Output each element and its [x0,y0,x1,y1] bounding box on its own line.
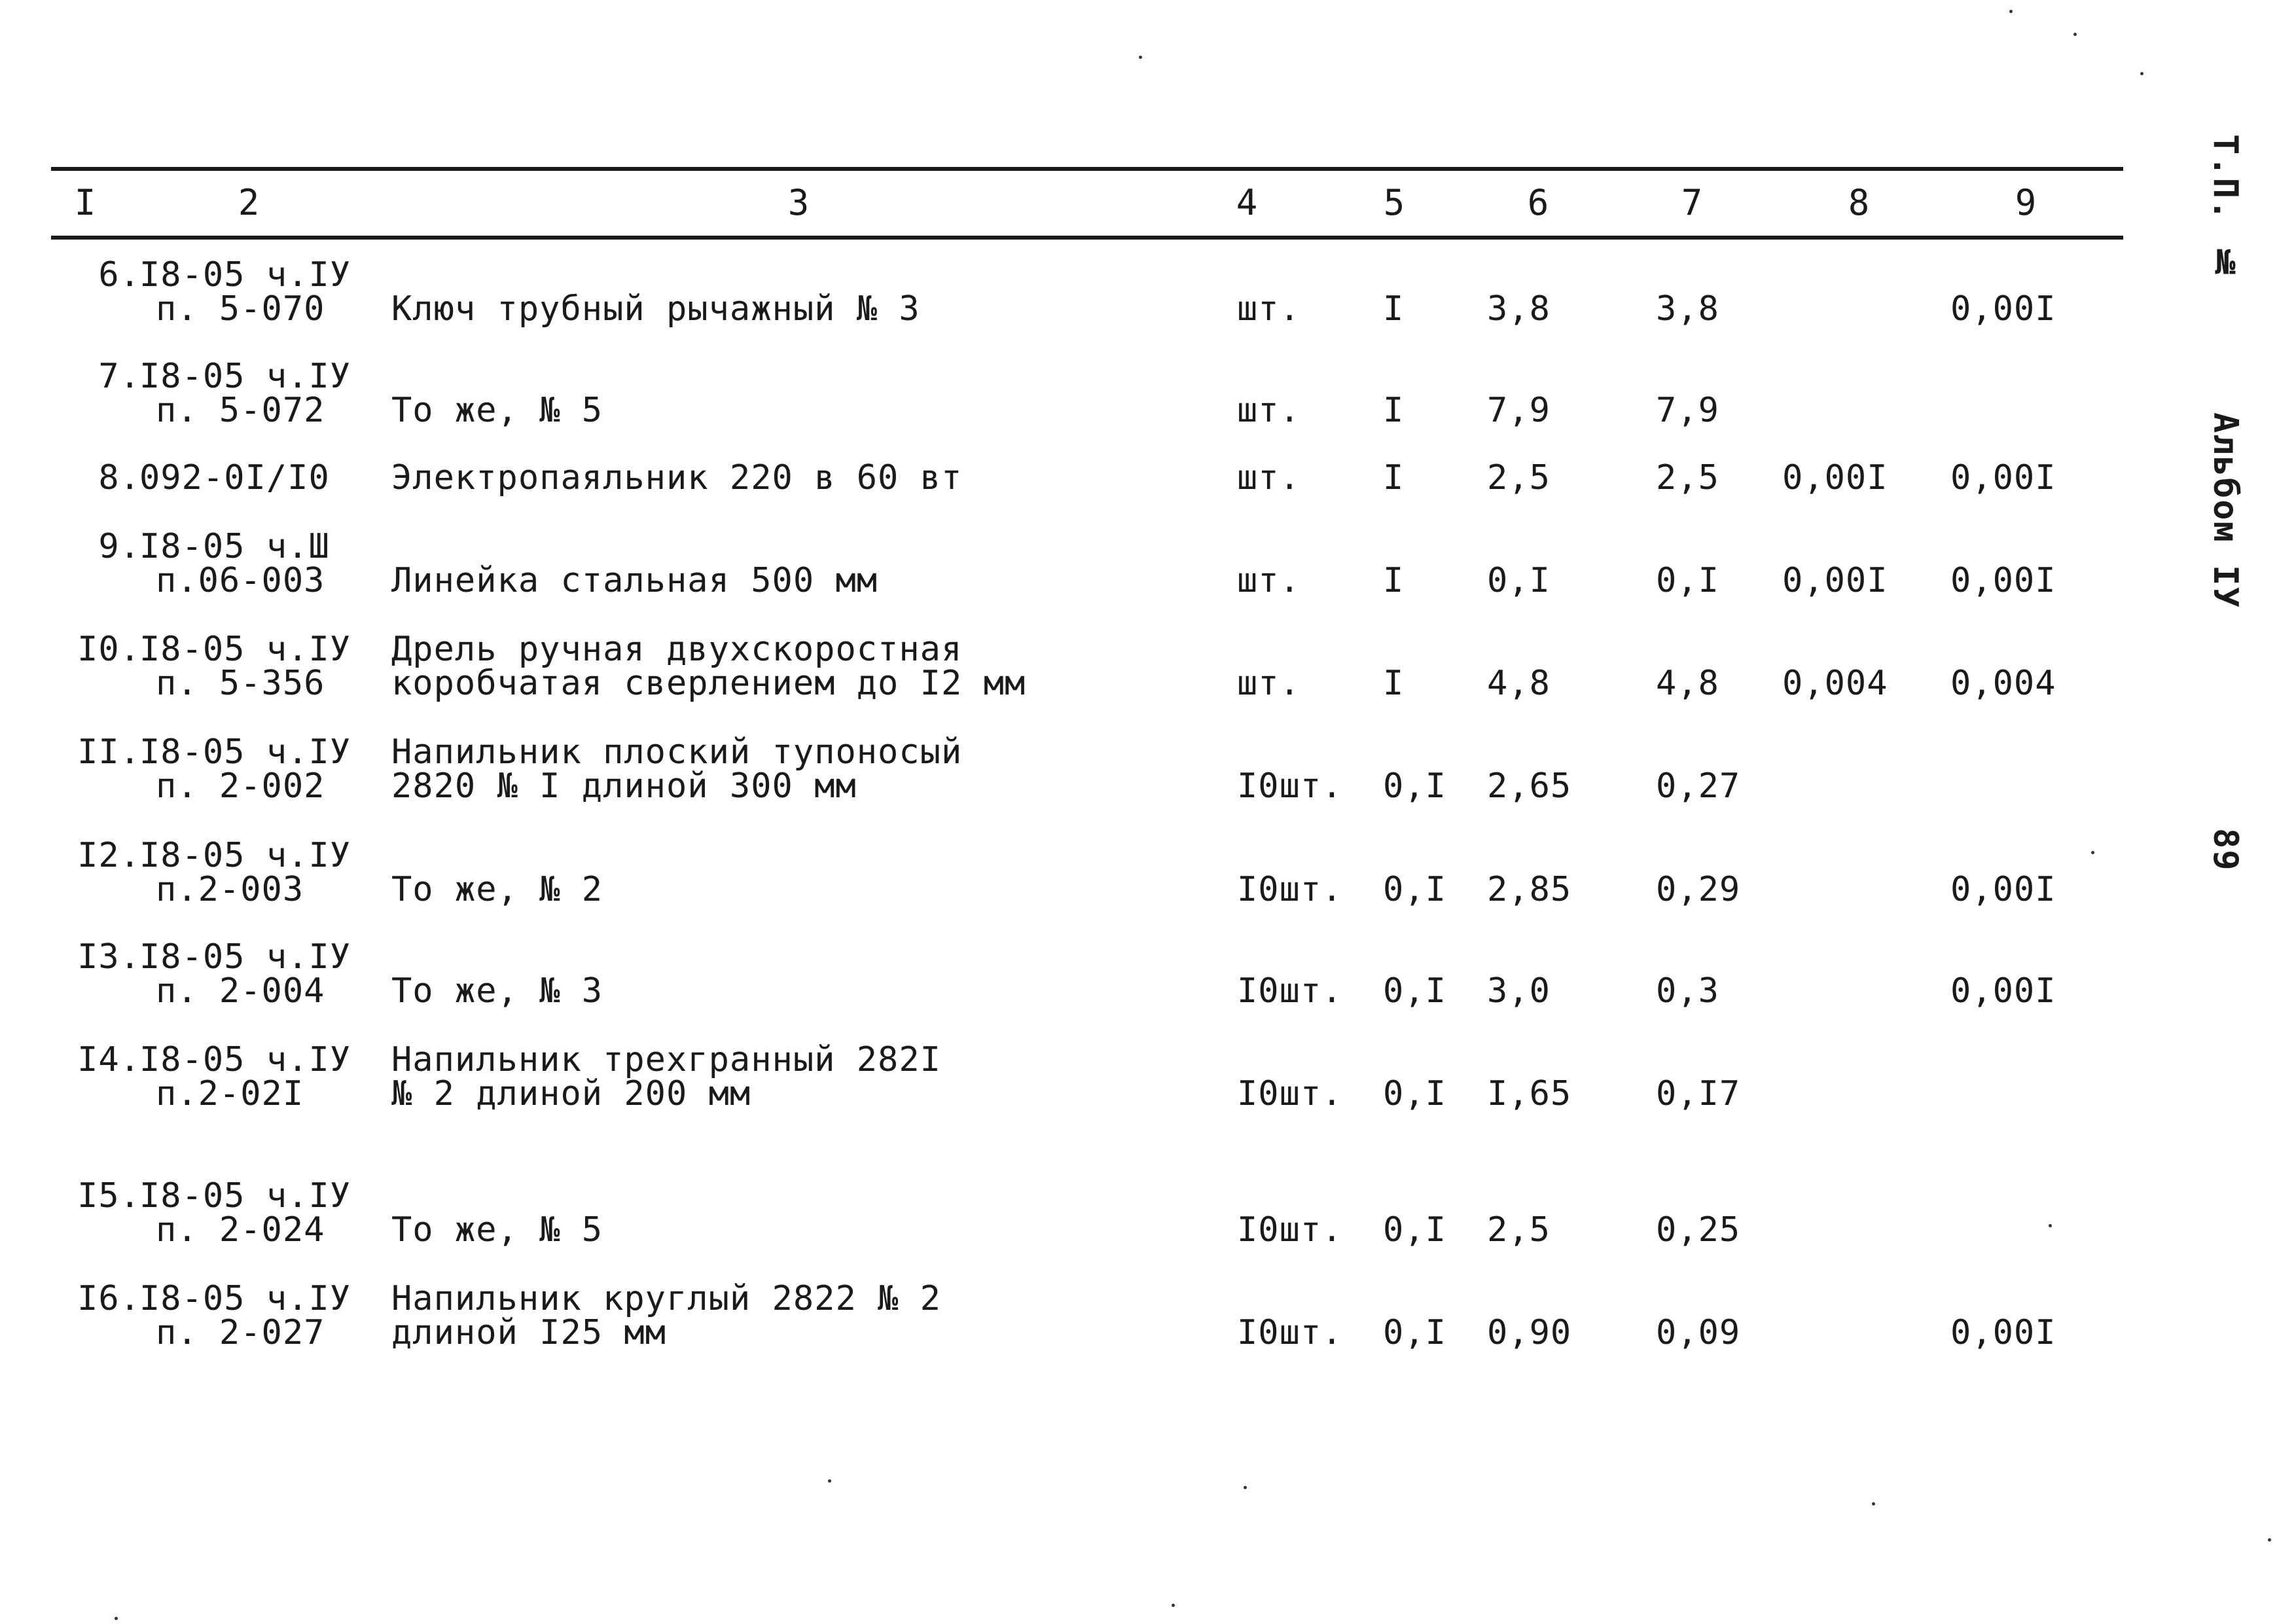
side-project-code: Т.П. № [2206,134,2245,284]
column-7-cell: 0,09 [1656,1313,1741,1352]
row-number: 6. [98,255,141,295]
scan-speck [1244,1486,1247,1489]
column-8-cell: 0,00I [1782,561,1888,600]
item-name: То же, № 5 [391,1210,603,1250]
scan-speck [1172,1604,1175,1607]
row-number: 8. [98,458,141,497]
quantity-cell: I [1383,561,1405,600]
norm-code: I8-05 ч.IУ [139,357,351,396]
side-page-number: 89 [2206,828,2245,872]
item-name: То же, № 2 [391,870,603,909]
table-header-rule [51,236,2123,240]
quantity-cell: 0,I [1383,1313,1446,1352]
column-8-cell: 0,004 [1782,664,1888,703]
quantity-cell: 0,I [1383,1210,1446,1250]
unit-cell: I0шт. [1237,767,1343,806]
column-9-cell: 0,00I [1950,1313,2056,1352]
scan-speck [1872,1502,1875,1506]
item-name: Напильник трехгранный 282I [391,1040,941,1079]
unit-cell: шт. [1237,664,1300,703]
scan-speck [828,1479,831,1483]
row-number: I0. [77,630,141,669]
row-number: 7. [98,357,141,396]
unit-cell: шт. [1237,391,1300,430]
column-7-cell: 0,I [1656,561,1719,600]
column-6-cell: 0,90 [1487,1313,1572,1352]
column-8-cell: 0,00I [1782,458,1888,497]
column-6-cell: 2,85 [1487,870,1572,909]
quantity-cell: I [1383,458,1405,497]
column-header-2: 2 [238,182,260,223]
item-name: Ключ трубный рычажный № 3 [391,289,920,329]
norm-code: 092-0I/I0 [139,458,330,497]
norm-item: п. 2-002 [156,767,325,806]
column-header-7: 7 [1681,182,1703,223]
norm-item: п.2-003 [156,870,304,909]
norm-item: п. 2-027 [156,1313,325,1352]
norm-code: I8-05 ч.Ш [139,527,330,566]
row-number: I4. [77,1040,141,1079]
norm-code: I8-05 ч.IУ [139,255,351,295]
column-6-cell: 3,0 [1487,971,1551,1011]
quantity-cell: I [1383,289,1405,329]
column-6-cell: 7,9 [1487,391,1551,430]
column-6-cell: 2,65 [1487,767,1572,806]
unit-cell: I0шт. [1237,870,1343,909]
norm-code: I8-05 ч.IУ [139,1176,351,1216]
norm-item: п. 5-072 [156,391,325,430]
item-name: Линейка стальная 500 мм [391,561,878,600]
row-number: I3. [77,937,141,977]
row-number: I2. [77,836,141,875]
column-7-cell: 0,27 [1656,767,1741,806]
item-name: То же, № 3 [391,971,603,1011]
norm-code: I8-05 ч.IУ [139,1040,351,1079]
norm-item: п. 5-356 [156,664,325,703]
norm-item: п. 5-070 [156,289,325,329]
column-9-cell: 0,00I [1950,971,2056,1011]
column-9-cell: 0,004 [1950,664,2056,703]
quantity-cell: 0,I [1383,767,1446,806]
norm-item: п.2-02I [156,1074,304,1113]
row-number: II. [77,732,141,772]
column-header-4: 4 [1236,182,1258,223]
norm-code: I8-05 ч.IУ [139,732,351,772]
item-name: Напильник круглый 2822 № 2 [391,1279,941,1318]
norm-code: I8-05 ч.IУ [139,836,351,875]
item-name: Напильник плоский тупоносый [391,732,963,772]
scan-speck [2009,10,2013,13]
column-header-5: 5 [1383,182,1405,223]
column-6-cell: 4,8 [1487,664,1551,703]
column-7-cell: 0,25 [1656,1210,1741,1250]
item-name: То же, № 5 [391,391,603,430]
unit-cell: I0шт. [1237,1313,1343,1352]
quantity-cell: I [1383,664,1405,703]
unit-cell: I0шт. [1237,1074,1343,1113]
item-name-continued: 2820 № I длиной 300 мм [391,767,857,806]
scan-speck [2140,72,2144,75]
norm-code: I8-05 ч.IУ [139,1279,351,1318]
column-header-3: 3 [787,182,810,223]
item-name: Дрель ручная двухскоростная [391,630,963,669]
unit-cell: шт. [1237,561,1300,600]
scan-speck [115,1617,118,1620]
column-7-cell: 4,8 [1656,664,1719,703]
column-7-cell: 7,9 [1656,391,1719,430]
row-number: I5. [77,1176,141,1216]
scan-speck [1139,56,1142,59]
quantity-cell: 0,I [1383,1074,1446,1113]
column-6-cell: 2,5 [1487,1210,1551,1250]
norm-item: п.06-003 [156,561,325,600]
row-number: I6. [77,1279,141,1318]
column-6-cell: 3,8 [1487,289,1551,329]
item-name: Электропаяльник 220 в 60 вт [391,458,963,497]
column-header-8: 8 [1848,182,1870,223]
unit-cell: I0шт. [1237,1210,1343,1250]
norm-code: I8-05 ч.IУ [139,630,351,669]
column-7-cell: 3,8 [1656,289,1719,329]
column-6-cell: 0,I [1487,561,1551,600]
unit-cell: шт. [1237,289,1300,329]
scan-speck [2268,1538,2271,1542]
unit-cell: шт. [1237,458,1300,497]
item-name-continued: длиной I25 мм [391,1313,666,1352]
column-header-1: I [74,182,96,223]
item-name-continued: коробчатая сверлением до I2 мм [391,664,1026,703]
column-6-cell: I,65 [1487,1074,1572,1113]
column-9-cell: 0,00I [1950,870,2056,909]
column-6-cell: 2,5 [1487,458,1551,497]
column-header-6: 6 [1527,182,1549,223]
norm-code: I8-05 ч.IУ [139,937,351,977]
quantity-cell: 0,I [1383,971,1446,1011]
column-9-cell: 0,00I [1950,289,2056,329]
column-7-cell: 0,I7 [1656,1074,1741,1113]
column-7-cell: 0,3 [1656,971,1719,1011]
scan-speck [2073,33,2077,36]
quantity-cell: I [1383,391,1405,430]
item-name-continued: № 2 длиной 200 мм [391,1074,751,1113]
table-top-rule [51,167,2123,171]
scan-speck [2049,1224,2052,1227]
side-album-label: Альбом IУ [2206,412,2245,609]
norm-item: п. 2-024 [156,1210,325,1250]
column-9-cell: 0,00I [1950,458,2056,497]
column-7-cell: 0,29 [1656,870,1741,909]
column-header-9: 9 [2015,182,2037,223]
unit-cell: I0шт. [1237,971,1343,1011]
scan-speck [2091,851,2094,854]
row-number: 9. [98,527,141,566]
column-7-cell: 2,5 [1656,458,1719,497]
quantity-cell: 0,I [1383,870,1446,909]
norm-item: п. 2-004 [156,971,325,1011]
column-9-cell: 0,00I [1950,561,2056,600]
